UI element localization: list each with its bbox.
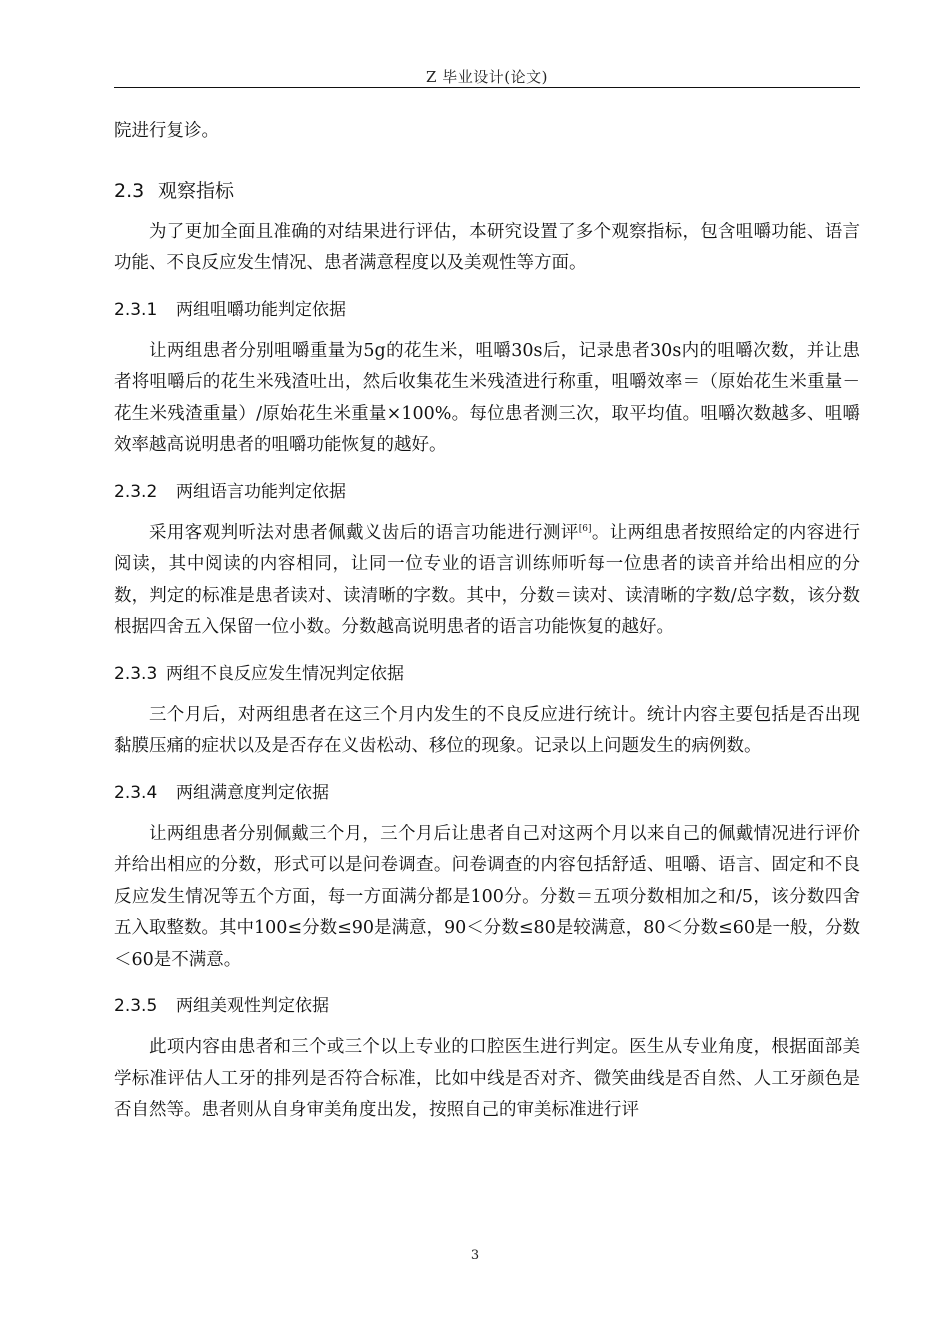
section-number: 2.3.1 bbox=[114, 299, 158, 320]
section-title: 两组满意度判定依据 bbox=[176, 782, 329, 803]
paragraph-text: 采用客观判听法对患者佩戴义齿后的语言功能进行测评 bbox=[149, 522, 579, 543]
section-heading-2-3-2 bbox=[114, 478, 860, 506]
paragraph-aesthetics: 此项内容由患者和三个或三个以上专业的口腔医生进行判定。医生从专业角度，根据面部美学标准评估人工牙的排列是否符合标准，比如中线是否对齐、微笑曲线是否自然、人工牙颜色是否自然等。患者则从自身审美角度出发，按照自己的审美标准进行评 bbox=[114, 1037, 860, 1120]
paragraph-satisfaction: 让两组患者分别佩戴三个月，三个月后让患者自己对这两个月以来自己的佩戴情况进行评价并给出相应的分数，形式可以是问卷调查。问卷调查的内容包括舒适、咀嚼、语言、固定和不良反应发生情况等五个方面，每一方面满分都是100分。分数＝五项分数相加之和/5，该分数四舍五入取整数。其中100≤分数≤90是满意，90＜分数≤80是较满意，80＜分数≤60是一般，分数＜60是不满意。 bbox=[114, 823, 860, 970]
section-title: 两组美观性判定依据 bbox=[176, 996, 329, 1016]
section-heading-2-3-3 bbox=[114, 660, 860, 688]
section-number: 2.3.3 bbox=[114, 663, 158, 684]
header-rule bbox=[114, 87, 860, 88]
document-body bbox=[114, 116, 860, 1127]
page-header: Z 毕业设计(论文) bbox=[426, 68, 548, 86]
section-number: 2.3.5 bbox=[114, 996, 158, 1016]
section-heading-2-3-4 bbox=[114, 779, 860, 807]
section-number: 2.3.2 bbox=[114, 481, 158, 502]
section-title: 两组语言功能判定依据 bbox=[176, 481, 346, 502]
citation-reference: [6] bbox=[578, 523, 592, 534]
paragraph-text: 。让两组患者按照给定的内容进行阅读，其中阅读的内容相同，让同一位专业的语言训练师听每一位患者的读音并给出相应的分数，判定的标准是患者读对、读清晰的字数。其中，分数＝读对、读清晰的字数/总字数，该分数根据四舍五入保留一位小数。分数越高说明患者的语言功能恢复的越好。 bbox=[114, 522, 861, 637]
paragraph-chewing-function: 让两组患者分别咀嚼重量为5g的花生米，咀嚼30s后，记录患者30s内的咀嚼次数，并让患者将咀嚼后的花生米残渣吐出，然后收集花生米残渣进行称重，咀嚼效率＝（原始花生米重量－花生米残渣重量）/原始花生米重量×100%。每位患者测三次，取平均值。咀嚼次数越多、咀嚼效率越高说明患者的咀嚼功能恢复的越好。 bbox=[114, 340, 860, 455]
section-heading-2-3-5 bbox=[114, 992, 860, 1020]
section-title: 两组不良反应发生情况判定依据 bbox=[166, 663, 404, 684]
section-number: 2.3 bbox=[114, 179, 145, 202]
section-number: 2.3.4 bbox=[114, 782, 158, 803]
section-title: 两组咀嚼功能判定依据 bbox=[176, 299, 346, 320]
paragraph-language-function bbox=[114, 518, 860, 644]
paragraph-observation-intro: 为了更加全面且准确的对结果进行评估，本研究设置了多个观察指标，包含咀嚼功能、语言功能、不良反应发生情况、患者满意程度以及美观性等方面。 bbox=[114, 221, 860, 273]
section-title: 观察指标 bbox=[158, 179, 235, 202]
section-heading-2-3 bbox=[114, 177, 860, 205]
page-number: 3 bbox=[470, 1248, 480, 1263]
paragraph-continuation: 院进行复诊。 bbox=[114, 121, 219, 141]
section-heading-2-3-1 bbox=[114, 296, 860, 324]
paragraph-adverse-reactions: 三个月后，对两组患者在这三个月内发生的不良反应进行统计。统计内容主要包括是否出现黏膜压痛的症状以及是否存在义齿松动、移位的现象。记录以上问题发生的病例数。 bbox=[114, 704, 860, 756]
